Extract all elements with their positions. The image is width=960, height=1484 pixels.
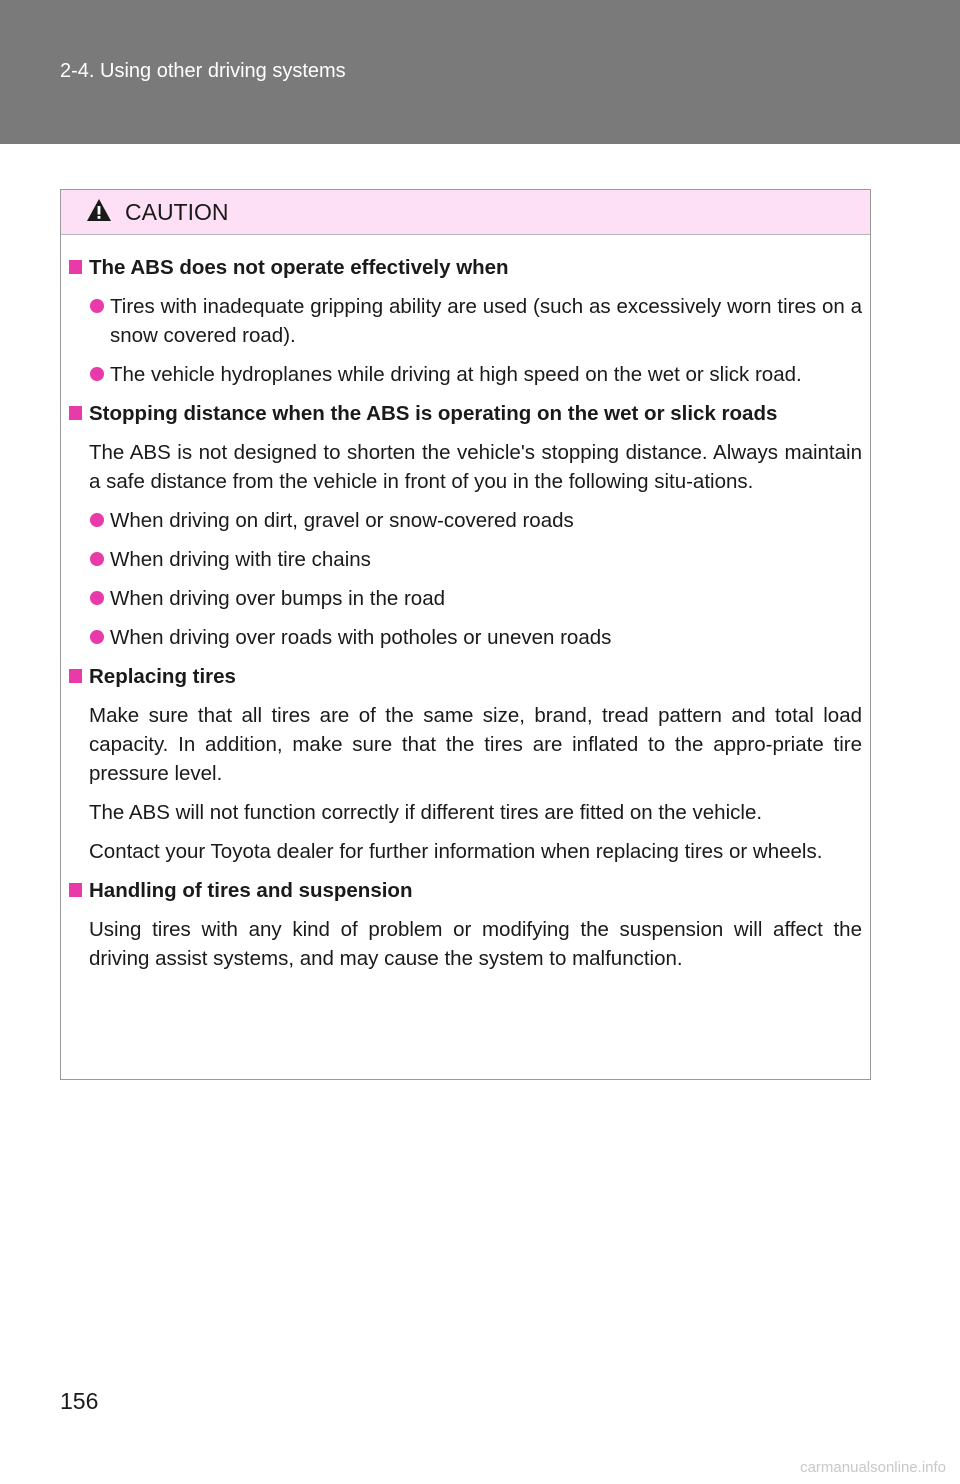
section-title: 2-4. Using other driving systems: [60, 60, 346, 82]
circle-bullet-icon: [90, 513, 104, 527]
watermark: carmanualsonline.info: [800, 1459, 946, 1476]
square-bullet-icon: [69, 883, 82, 897]
list-item-text: The vehicle hydroplanes while driving at high speed on the wet or slick road.: [110, 363, 802, 386]
caution-title: CAUTION: [125, 199, 229, 225]
list-item-text: Tires with inadequate gripping ability are used (such as excessively worn tires on a snow covered road).: [110, 295, 862, 347]
paragraph: Contact your Toyota dealer for further information when replacing tires or wheels.: [89, 840, 823, 863]
circle-bullet-icon: [90, 299, 104, 313]
section-heading: [69, 662, 862, 691]
list-item: [69, 506, 862, 535]
section-heading-text: The ABS does not operate effectively when: [89, 256, 509, 279]
square-bullet-icon: [69, 669, 82, 683]
list-item-text: When driving over roads with potholes or uneven roads: [110, 626, 612, 649]
section-heading: [69, 876, 862, 905]
circle-bullet-icon: [90, 591, 104, 605]
caution-box: [60, 189, 871, 1080]
list-item-text: When driving over bumps in the road: [110, 587, 446, 610]
warning-triangle-icon: [86, 198, 112, 222]
list-item-text: When driving on dirt, gravel or snow-covered roads: [110, 509, 574, 532]
paragraph: Using tires with any kind of problem or modifying the suspension will affect the driving assist systems, and may cause the system to malfunction.: [89, 918, 862, 970]
list-item: [69, 545, 862, 574]
page-header: [0, 0, 960, 144]
page-number: 156: [60, 1388, 99, 1414]
section-heading-text: Stopping distance when the ABS is operating on the wet or slick roads: [89, 402, 778, 425]
section-heading: [69, 399, 862, 428]
caution-header: [61, 190, 870, 235]
section-heading: [69, 253, 862, 282]
section-heading-text: Replacing tires: [89, 665, 236, 688]
square-bullet-icon: [69, 406, 82, 420]
list-item: [69, 623, 862, 652]
circle-bullet-icon: [90, 630, 104, 644]
list-item: [69, 584, 862, 613]
circle-bullet-icon: [90, 367, 104, 381]
list-item: [69, 360, 862, 389]
list-item: [69, 292, 862, 350]
section-heading-text: Handling of tires and suspension: [89, 879, 413, 902]
circle-bullet-icon: [90, 552, 104, 566]
caution-content: [69, 253, 862, 983]
paragraph: The ABS will not function correctly if different tires are fitted on the vehicle.: [89, 801, 763, 824]
paragraph: Make sure that all tires are of the same size, brand, tread pattern and total load capacity. In addition, make sure that the tires are inflated to the appro-priate tire pressure level.: [89, 704, 862, 785]
paragraph: The ABS is not designed to shorten the vehicle's stopping distance. Always maintain a safe distance from the vehicle in front of you in the following situ-ations.: [89, 441, 862, 493]
square-bullet-icon: [69, 260, 82, 274]
list-item-text: When driving with tire chains: [110, 548, 371, 571]
